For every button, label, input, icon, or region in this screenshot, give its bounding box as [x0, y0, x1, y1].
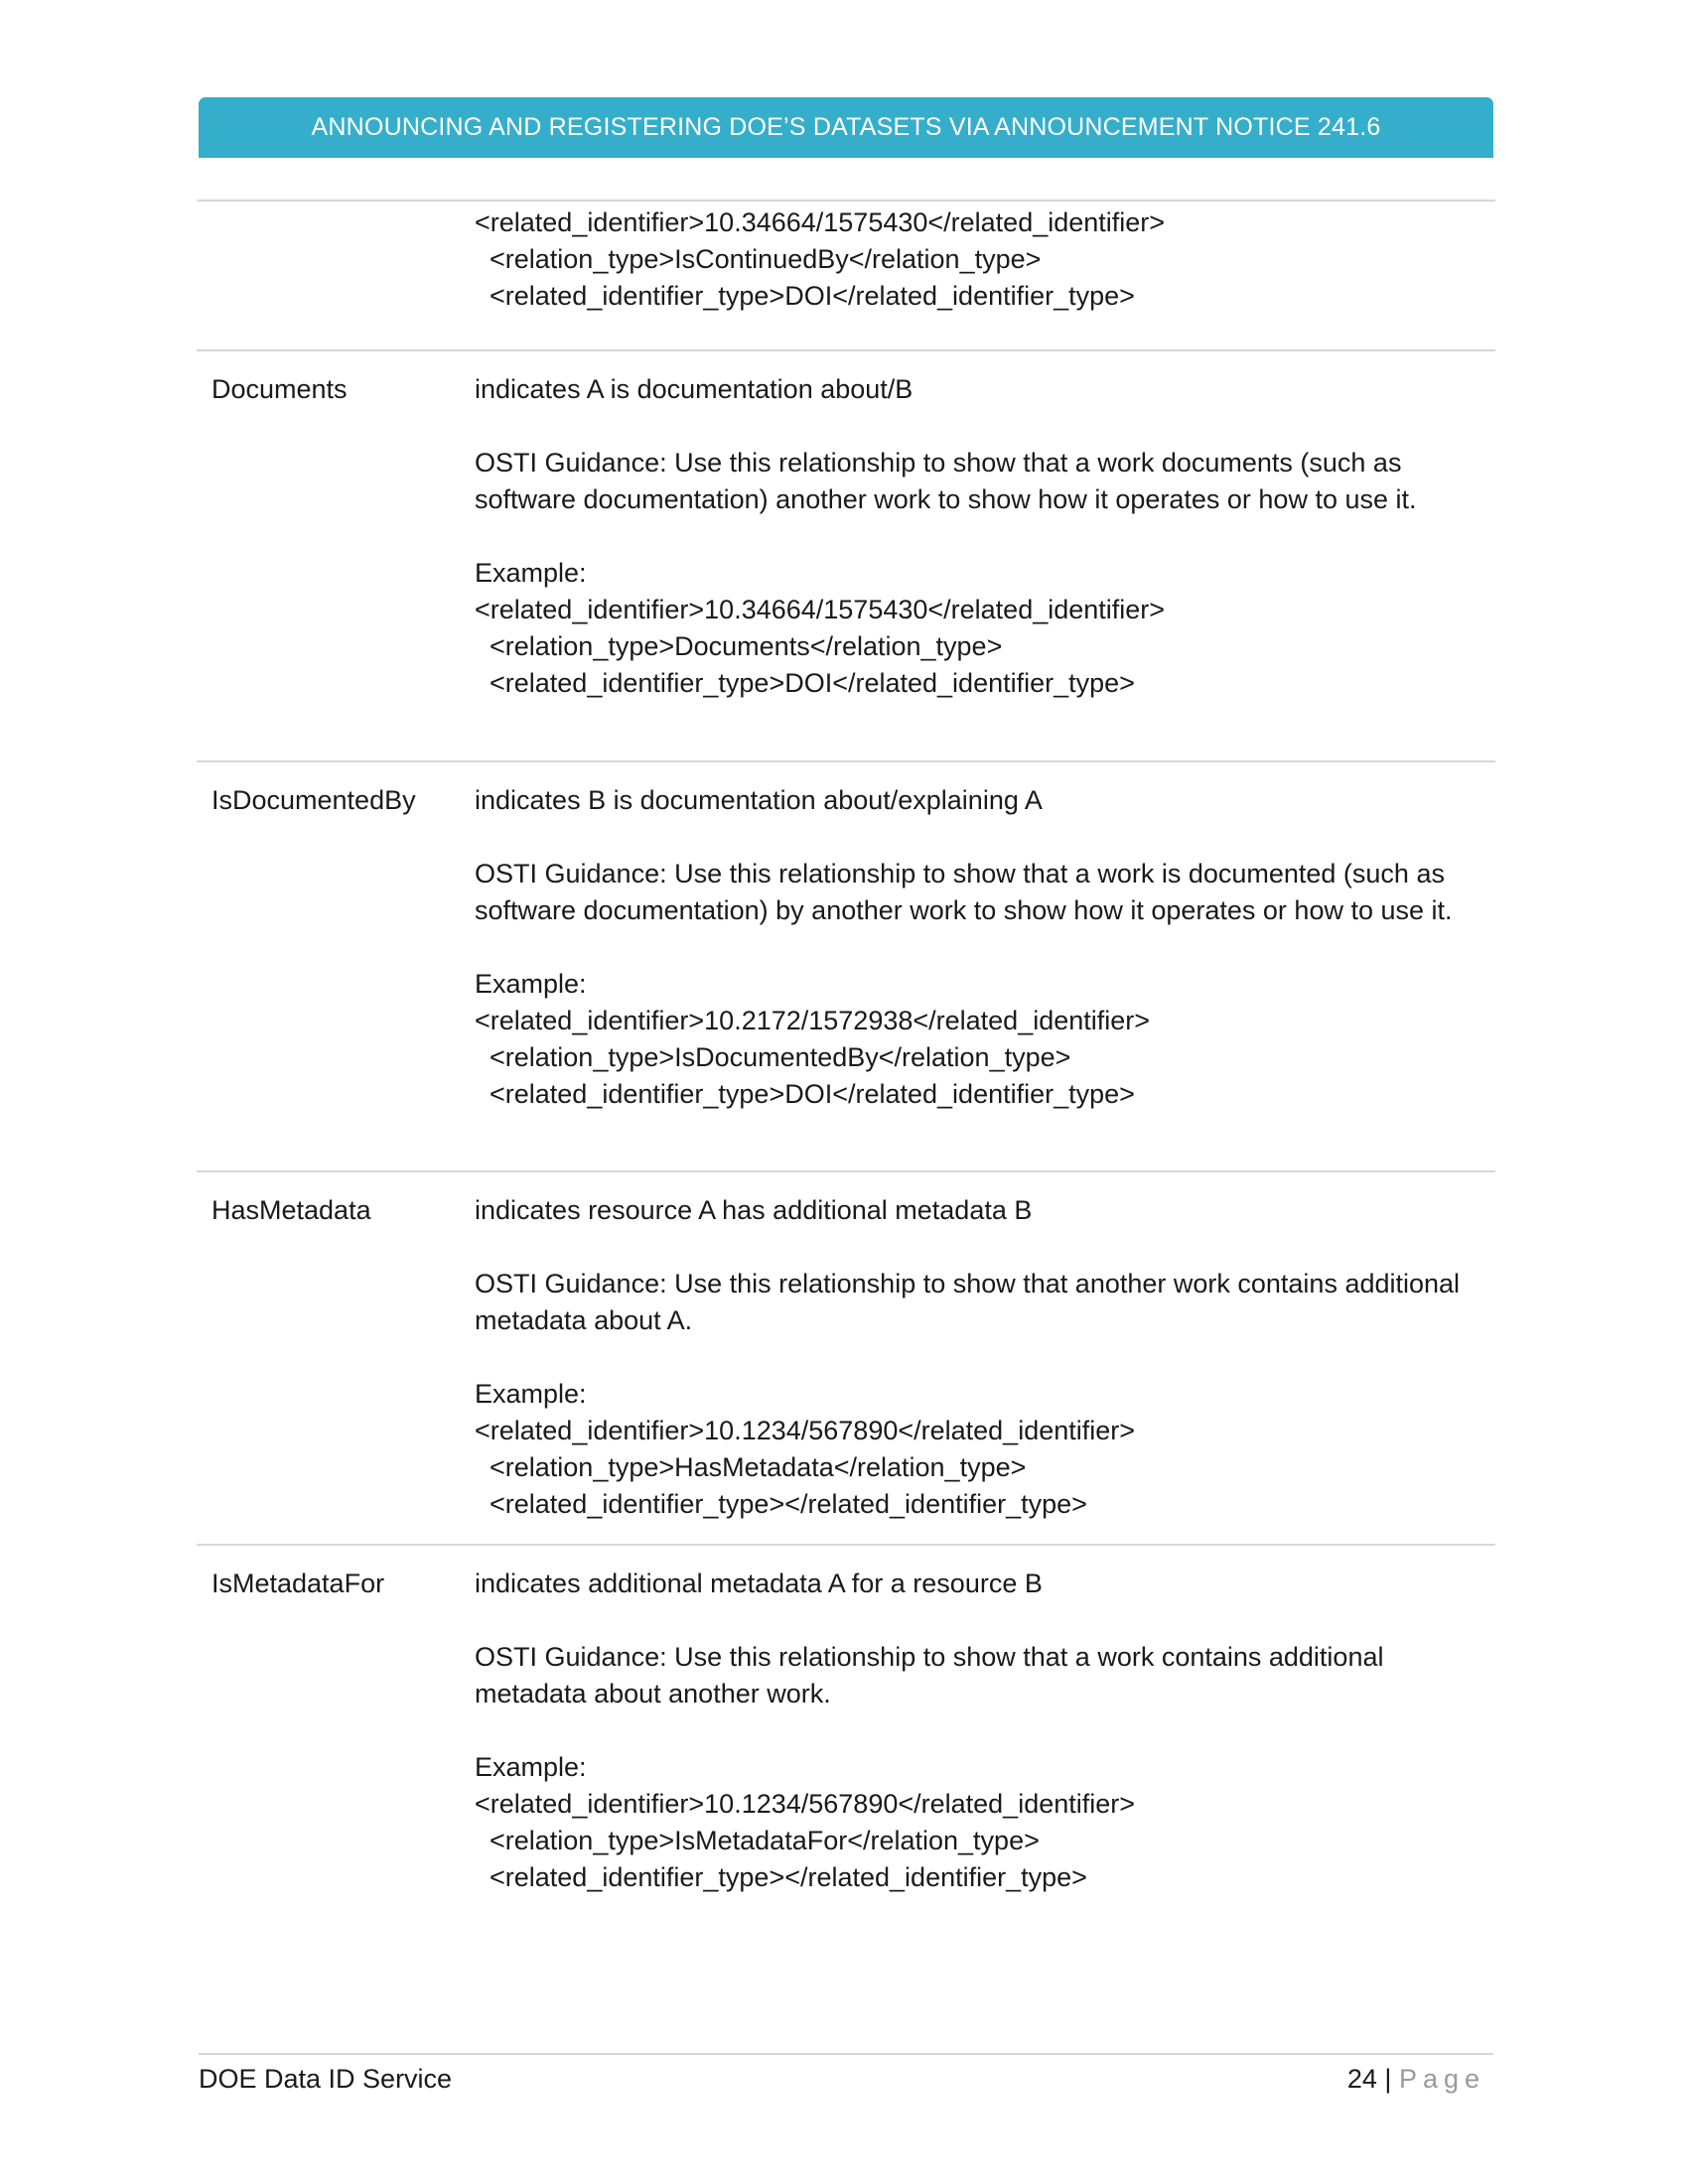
- example-line: <relation_type>Documents</relation_type>: [475, 631, 1003, 661]
- relation-table: [197, 200, 1495, 1892]
- row-description: [475, 782, 1477, 1113]
- example-code: [475, 966, 1477, 1113]
- row-description: [475, 205, 1477, 315]
- row-guidance: OSTI Guidance: Use this relationship to show that another work contains additional metadata about A.: [475, 1269, 1461, 1335]
- page-separator: |: [1384, 2064, 1392, 2094]
- example-label: Example:: [475, 969, 587, 999]
- row-definition: indicates B is documentation about/explaining A: [475, 785, 1043, 815]
- example-line: <related_identifier>10.34664/1575430</related_identifier>: [475, 595, 1166, 624]
- page-number: 24: [1346, 2064, 1377, 2094]
- footer-page-indicator: [1347, 2061, 1485, 2098]
- row-definition: indicates additional metadata A for a resource B: [475, 1569, 1043, 1598]
- example-code: [475, 555, 1477, 702]
- example-line: <related_identifier_type>DOI</related_identifier_type>: [475, 281, 1135, 311]
- row-description: [475, 1192, 1477, 1523]
- row-guidance: OSTI Guidance: Use this relationship to show that a work contains additional metadata about another work.: [475, 1642, 1384, 1708]
- row-term: IsMetadataFor: [211, 1569, 385, 1598]
- page-word: Page: [1398, 2064, 1485, 2094]
- table-row: [197, 1170, 1495, 1544]
- row-term: IsDocumentedBy: [211, 785, 416, 815]
- example-line: <related_identifier_type></related_identifier_type>: [475, 1862, 1087, 1892]
- header-banner: [199, 97, 1493, 158]
- example-code: [475, 205, 1477, 315]
- example-label: Example:: [475, 558, 587, 588]
- footer-service-name: DOE Data ID Service: [199, 2064, 453, 2094]
- example-line: <related_identifier_type></related_identifier_type>: [475, 1489, 1087, 1519]
- example-line: <related_identifier>10.1234/567890</related_identifier>: [475, 1789, 1136, 1819]
- row-guidance: OSTI Guidance: Use this relationship to show that a work documents (such as software documentation) another work to show how it operates or how to use it.: [475, 448, 1417, 514]
- example-line: <relation_type>IsDocumentedBy</relation_type>: [475, 1042, 1071, 1072]
- example-label: Example:: [475, 1379, 587, 1409]
- row-definition: indicates resource A has additional metadata B: [475, 1195, 1033, 1225]
- example-line: <relation_type>HasMetadata</relation_type>: [475, 1452, 1027, 1482]
- row-term: Documents: [211, 374, 348, 404]
- example-code: [475, 1376, 1477, 1523]
- example-label: Example:: [475, 1752, 587, 1782]
- table-row: [197, 760, 1495, 1170]
- example-line: <relation_type>IsMetadataFor</relation_type>: [475, 1826, 1040, 1855]
- row-guidance: OSTI Guidance: Use this relationship to show that a work is documented (such as software documentation) by another work to show how it operates or how to use it.: [475, 859, 1453, 925]
- example-line: <related_identifier_type>DOI</related_identifier_type>: [475, 668, 1135, 698]
- row-description: [475, 371, 1477, 702]
- example-line: <related_identifier>10.34664/1575430</related_identifier>: [475, 207, 1166, 237]
- table-row: [197, 349, 1495, 760]
- row-definition: indicates A is documentation about/B: [475, 374, 914, 404]
- row-term: HasMetadata: [211, 1195, 371, 1225]
- example-line: <related_identifier_type>DOI</related_identifier_type>: [475, 1079, 1135, 1109]
- header-title: ANNOUNCING AND REGISTERING DOE’S DATASETS VIA ANNOUNCEMENT NOTICE 241.6: [311, 113, 1381, 141]
- example-line: <related_identifier>10.1234/567890</related_identifier>: [475, 1416, 1136, 1445]
- example-code: [475, 1749, 1477, 1896]
- row-description: [475, 1566, 1477, 1896]
- footer-divider: [199, 2053, 1493, 2055]
- table-row: [197, 1544, 1495, 1892]
- example-line: <related_identifier>10.2172/1572938</related_identifier>: [475, 1006, 1151, 1035]
- example-line: <relation_type>IsContinuedBy</relation_type>: [475, 244, 1042, 274]
- table-row-continued: [197, 200, 1495, 349]
